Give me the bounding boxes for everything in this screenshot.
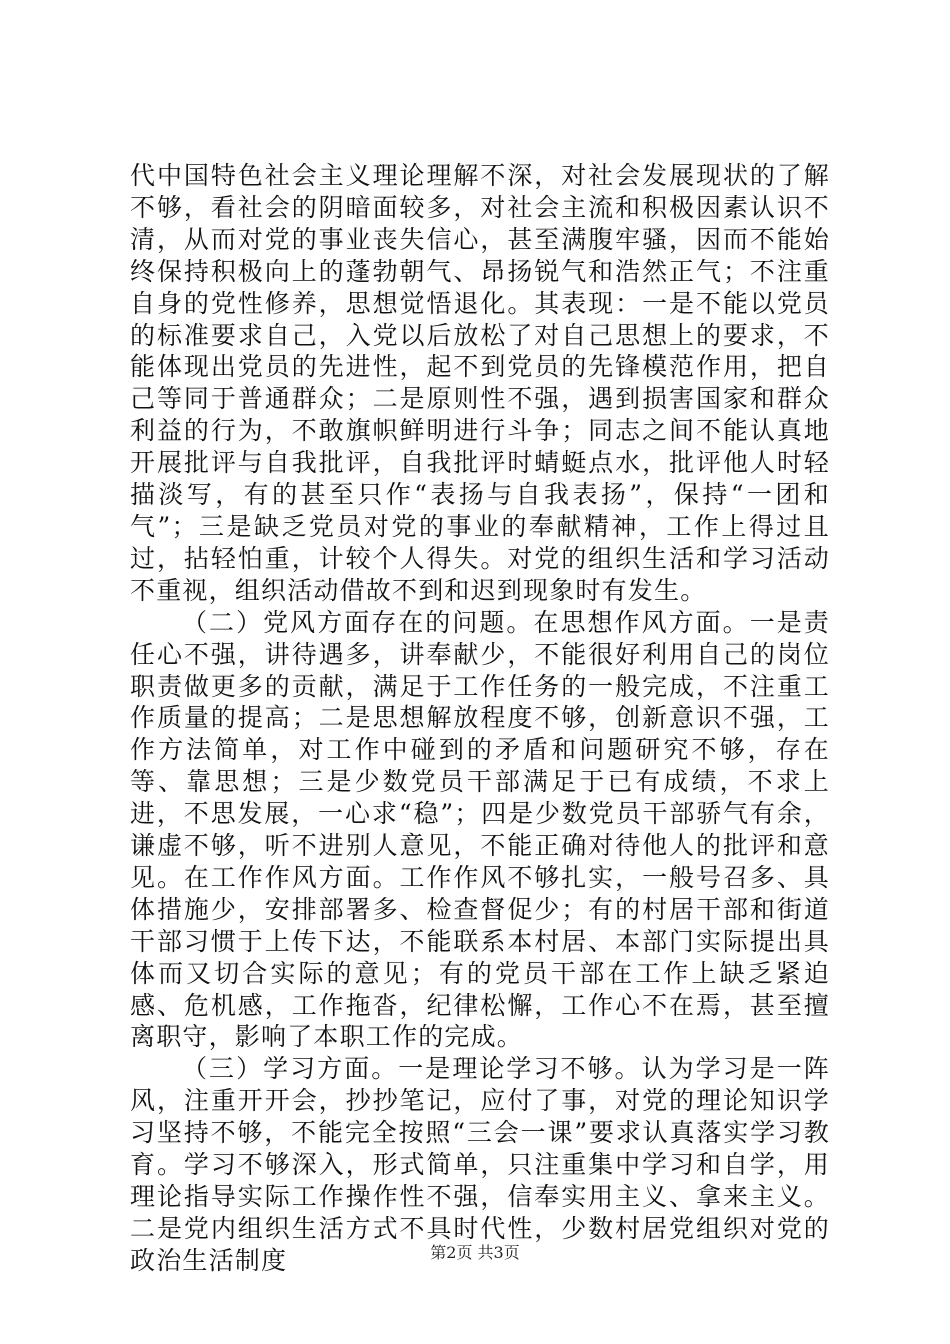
paragraph-study: （三）学习方面。一是理论学习不够。认为学习是一阵风，注重开开会，抄抄笔记，应付了事，对党的理论知识学习坚持不够，不能完全按照“三会一课”要求认真落实学习教育。学习不够深入，形式简单，只注重集中学习和自学，用理论指导实际工作操作性不强，信奉实用主义、拿来主义。二是党内组织生活方式不具时代性，少数村居党组织对党的政治生活制度: [130, 1054, 830, 1275]
document-body: [130, 160, 830, 1277]
page-number-footer: 第2页 共3页: [430, 1243, 520, 1262]
paragraph-party-style: （二）党风方面存在的问题。在思想作风方面。一是责任心不强，讲待遇多，讲奉献少，不能很好利用自己的岗位职责做更多的贡献，满足于工作任务的一般完成，不注重工作质量的提高；二是思想解放程度不够，创新意识不强，工作方法简单，对工作中碰到的矛盾和问题研究不够，存在等、靠思想；三是少数党员干部满足于已有成绩，不求上进，不思发展，一心求“稳”；四是少数党员干部骄气有余，谦虚不够，听不进别人意见，不能正确对待他人的批评和意见。在工作作风方面。工作作风不够扎实，一般号召多、具体措施少，安排部署多、检查督促少；有的村居干部和街道干部习惯于上传下达，不能联系本村居、本部门实际提出具体而又切合实际的意见；有的党员干部在工作上缺乏紧迫感、危机感，工作拖沓，纪律松懈，工作心不在焉，甚至擅离职守，影响了本职工作的完成。: [130, 607, 830, 1052]
paragraph-continuation: 代中国特色社会主义理论理解不深，对社会发展现状的了解不够，看社会的阴暗面较多，对社会主流和积极因素认识不清，从而对党的事业丧失信心，甚至满腹牢骚，因而不能始终保持积极向上的蓬勃朝气、昂扬锐气和浩然正气；不注重自身的党性修养，思想觉悟退化。其表现：一是不能以党员的标准要求自己，入党以后放松了对自己思想上的要求，不能体现出党员的先进性，起不到党员的先锋模范作用，把自己等同于普通群众；二是原则性不强，遇到损害国家和群众利益的行为，不敢旗帜鲜明进行斗争；同志之间不能认真地开展批评与自我批评，自我批评时蜻蜓点水，批评他人时轻描淡写，有的甚至只作“表扬与自我表扬”，保持“一团和气”；三是缺乏党员对党的事业的奉献精神，工作上得过且过，拈轻怕重，计较个人得失。对党的组织生活和学习活动不重视，组织活动借故不到和迟到现象时有发生。: [130, 161, 830, 605]
